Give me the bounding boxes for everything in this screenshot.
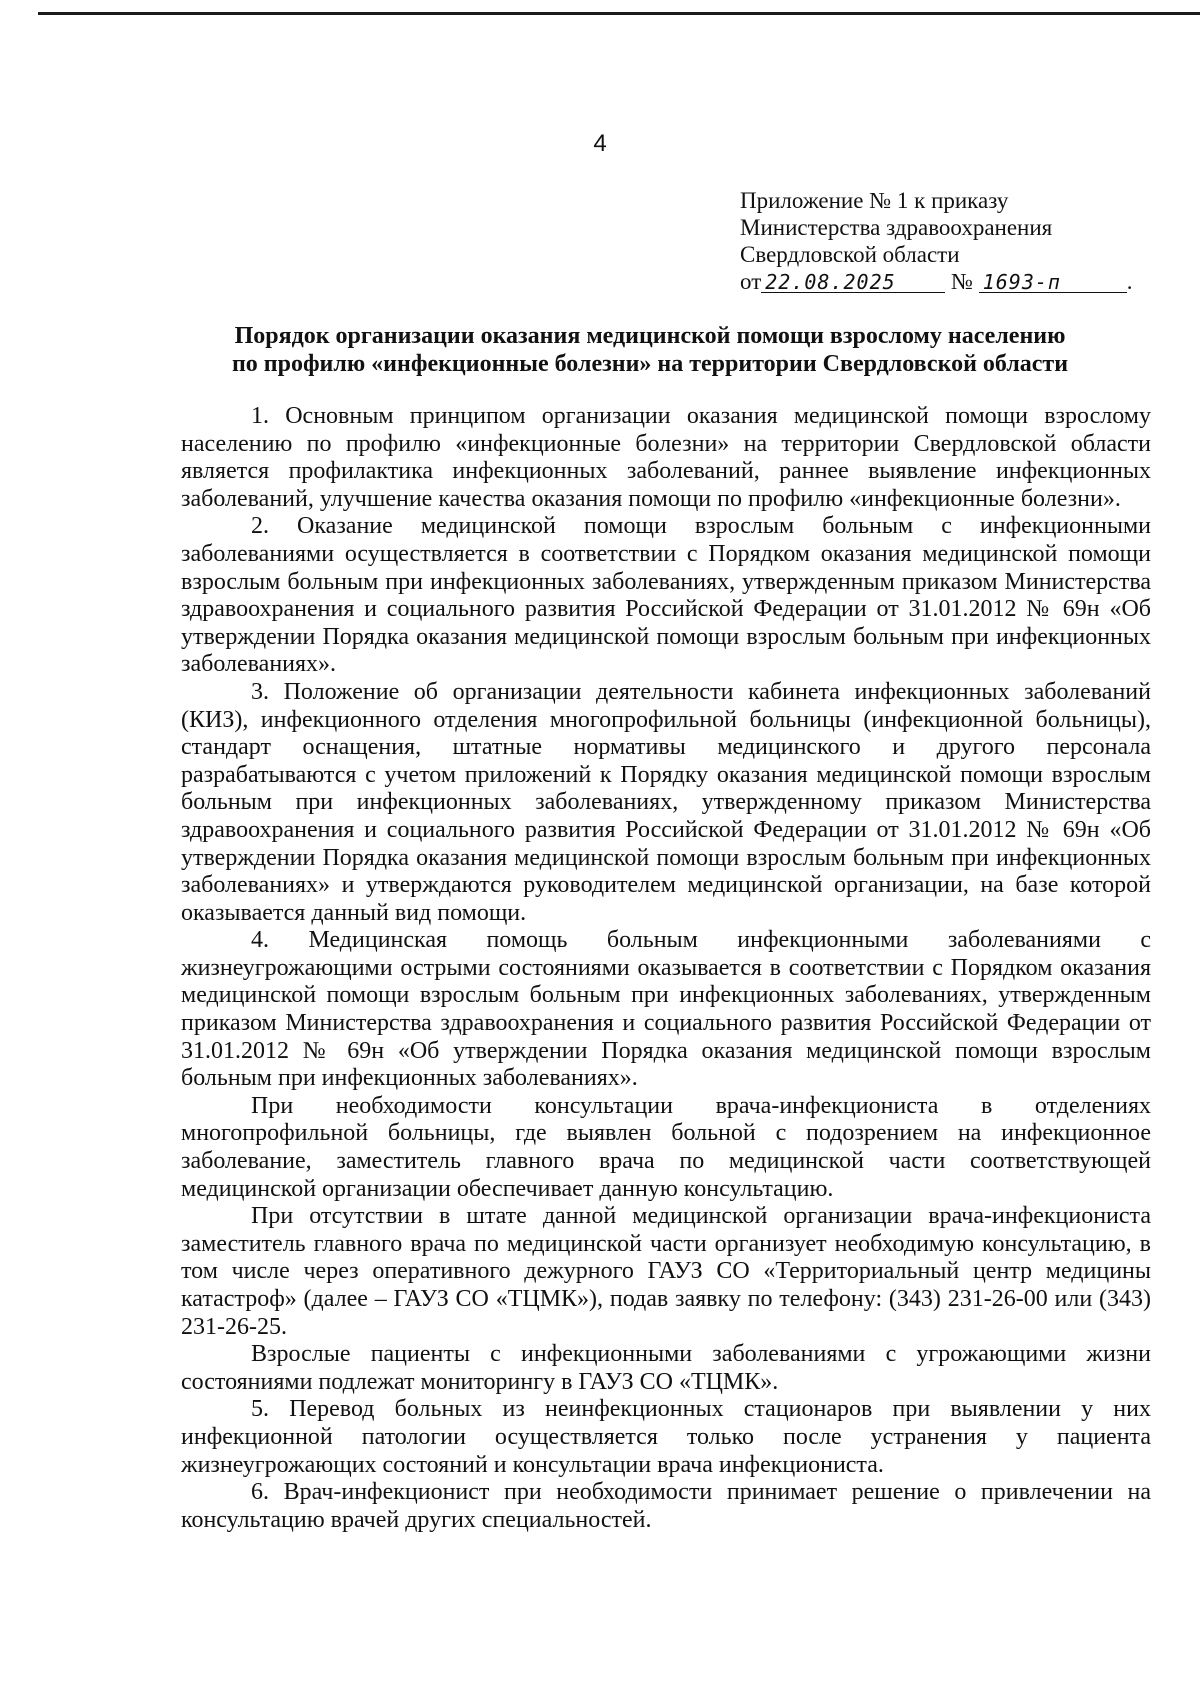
paragraph-3: 3. Положение об организации деятельности кабинета инфекционных заболеваний (КИЗ), инфекционного отделения многопрофильной больницы (инфекционной больницы), стандарт оснащения, штатные нормативы медицинского и другого персонала разрабатываются с учетом приложений к Порядку оказания медицинской помощи взрослым больным при инфекционных заболеваниях, утвержденному приказом Министерства здравоохранения и социального развития Российской Федерации от 31.01.2012 № 69н «Об утверждении Порядка оказания медицинской помощи взрослым больным при инфекционных заболеваниях» и утверждаются руководителем медицинской организации, на базе которой оказывается данный вид помощи. (181, 678, 1151, 926)
title-line-1: Порядок организации оказания медицинской помощи взрослому населению (234, 323, 1066, 349)
handwritten-date: 22.08.2025 (761, 272, 945, 293)
appendix-line-3: Свердловской области (740, 242, 960, 267)
document-body (181, 403, 1151, 1534)
document-title (150, 322, 1150, 378)
appendix-line-2: Министерства здравоохранения (740, 215, 1053, 240)
title-line-2: по профилю «инфекционные болезни» на территории Свердловской области (231, 351, 1069, 377)
appendix-date-number-line: от 22.08.2025 № 1693-п . (740, 269, 1133, 294)
number-prefix: № (951, 269, 973, 294)
date-prefix: от (740, 269, 762, 294)
appendix-header (740, 187, 1170, 295)
paragraph-6: 6. Врач-инфекционист при необходимости принимает решение о привлечении на консультацию врачей других специальностей. (181, 1479, 1151, 1533)
scan-top-border (38, 12, 1200, 15)
paragraph-4: 4. Медицинская помощь больным инфекционными заболеваниями с жизнеугрожающими острыми состояниями оказывается в соответствии с Порядком оказания медицинской помощи взрослым больным при инфекционных заболеваниях, утвержденным приказом Министерства здравоохранения и социального развития Российской Федерации от 31.01.2012 № 69н «Об утверждении Порядка оказания медицинской помощи взрослым больным при инфекционных заболеваниях». (181, 927, 1151, 1092)
paragraph-4-absence: При отсутствии в штате данной медицинской организации врача-инфекциониста заместитель главного врача по медицинской части организует необходимую консультацию, в том числе через оперативного дежурного ГАУЗ СО «Территориальный центр медицины катастроф» (далее – ГАУЗ СО «ТЦМК»), подав заявку по телефону: (343) 231-26-00 или (343) 231-26-25. (181, 1203, 1151, 1340)
appendix-line-1: Приложение № 1 к приказу (740, 188, 1009, 213)
paragraph-4-monitoring: Взрослые пациенты с инфекционными заболеваниями с угрожающими жизни состояниями подлежат мониторингу в ГАУЗ СО «ТЦМК». (181, 1341, 1151, 1395)
paragraph-4-consultation: При необходимости консультации врача-инфекциониста в отделениях многопрофильной больницы, где выявлен больной с подозрением на инфекционное заболевание, заместитель главного врача по медицинской части соответствующей медицинской организации обеспечивает данную консультацию. (181, 1092, 1151, 1202)
paragraph-1: 1. Основным принципом организации оказания медицинской помощи взрослому населению по профилю «инфекционные болезни» на территории Свердловской области является профилактика инфекционных заболеваний, раннее выявление инфекционных заболеваний, улучшение качества оказания помощи по профилю «инфекционные болезни». (181, 403, 1151, 512)
handwritten-order-number: 1693-п (979, 272, 1127, 293)
paragraph-5: 5. Перевод больных из неинфекционных стационаров при выявлении у них инфекционной патологии осуществляется только после устранения у пациента жизнеугрожающих состояний и консультации врача инфекциониста. (181, 1396, 1151, 1478)
paragraph-2: 2. Оказание медицинской помощи взрослым больным с инфекционными заболеваниями осуществляется в соответствии с Порядком оказания медицинской помощи взрослым больным при инфекционных заболеваниях, утвержденным приказом Министерства здравоохранения и социального развития Российской Федерации от 31.01.2012 № 69н «Об утверждении Порядка оказания медицинской помощи взрослым больным при инфекционных заболеваниях». (181, 513, 1151, 678)
page-number: 4 (593, 130, 607, 157)
